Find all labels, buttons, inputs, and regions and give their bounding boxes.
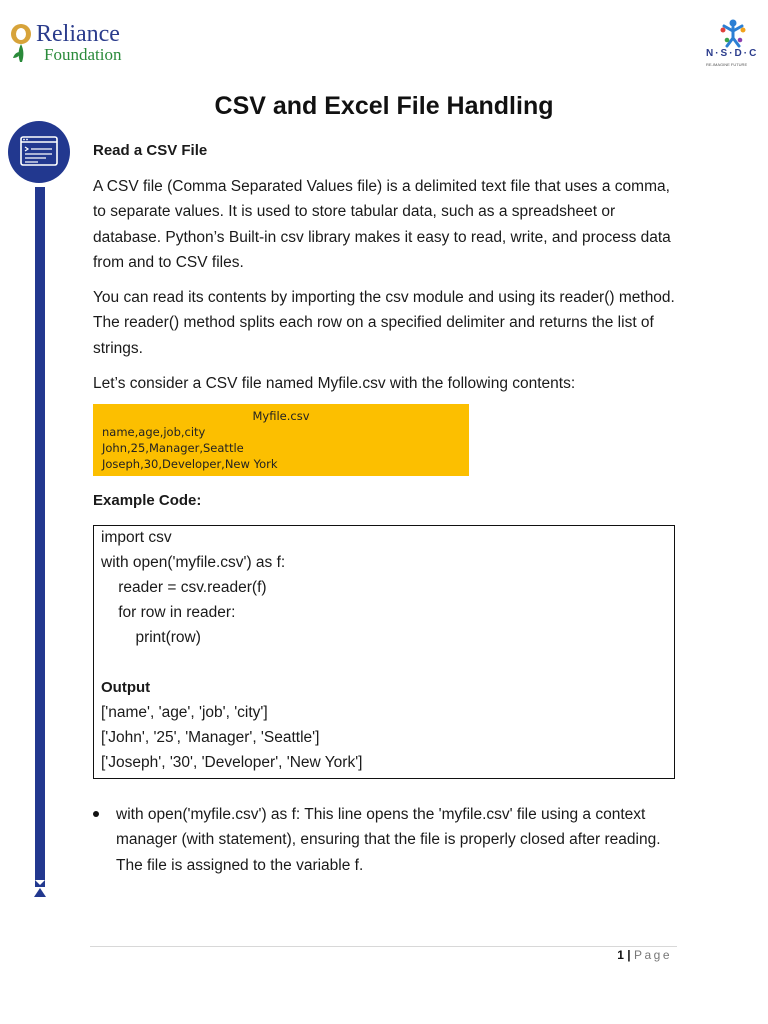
code-line: import csv (101, 529, 172, 546)
file-line: name,age,job,city (102, 425, 206, 439)
reliance-flame-icon (8, 22, 34, 64)
nsdc-tagline: RE-IMAGINE FUTURE (706, 62, 748, 67)
code-box (93, 525, 675, 779)
footer-separator: | (627, 948, 631, 962)
file-box-title: Myfile.csv (252, 409, 310, 423)
logo-line-1: Reliance (36, 21, 120, 47)
file-line: John,25,Manager,Seattle (102, 441, 244, 455)
footer-rule (90, 946, 677, 947)
nsdc-logo (700, 18, 766, 70)
csv-file-box (93, 404, 469, 476)
rail-badge (8, 121, 70, 183)
code-line: with open('myfile.csv') as f: (101, 554, 286, 571)
document-title: CSV and Excel File Handling (214, 92, 554, 120)
paragraph-3: Let’s consider a CSV file named Myfile.csv with the following contents: (93, 375, 576, 392)
page-label: Page (633, 948, 672, 962)
output-line: ['name', 'age', 'job', 'city'] (101, 704, 268, 721)
section-heading: Read a CSV File (93, 142, 208, 159)
code-line: reader = csv.reader(f) (101, 579, 267, 596)
output-heading: Output (101, 679, 151, 696)
nsdc-logo-text: N·S·D·C (706, 48, 759, 59)
output-line: ['John', '25', 'Manager', 'Seattle'] (101, 729, 320, 746)
rail-notch (35, 880, 45, 885)
paragraph-1: A CSV file (Comma Separated Values file) is a delimited text file that uses a comma, to separate values. It is used to store tabular data, such as a spreadsheet or database. Python’s Built-in csv library makes it easy to read, write, and process data from and to CSV files. (93, 178, 671, 271)
file-line: Joseph,30,Developer,New York (102, 457, 278, 471)
logo-line-2: Foundation (44, 45, 122, 64)
rail-arrow-icon (34, 888, 46, 897)
paragraph-2: You can read its contents by importing the csv module and using its reader() method. The reader() method splits each row on a specified delimiter and returns the list of strings. (93, 289, 675, 357)
code-line: print(row) (101, 629, 201, 646)
output-line: ['Joseph', '30', 'Developer', 'New York'] (101, 754, 363, 771)
page-footer (560, 948, 672, 962)
reliance-foundation-logo (8, 20, 148, 66)
example-heading: Example Code: (93, 492, 202, 509)
code-window-icon (8, 121, 70, 183)
rail-bar (35, 187, 45, 887)
code-line: for row in reader: (101, 604, 236, 621)
nsdc-figure-icon (718, 18, 748, 48)
bullet-dot-icon (93, 811, 99, 817)
bullet-item: with open('myfile.csv') as f: This line opens the 'myfile.csv' file using a context manager (with statement), ensuring that the file is properly closed after reading. The file is assigned to the variable f. (116, 806, 661, 874)
page-number: 1 (617, 948, 624, 962)
